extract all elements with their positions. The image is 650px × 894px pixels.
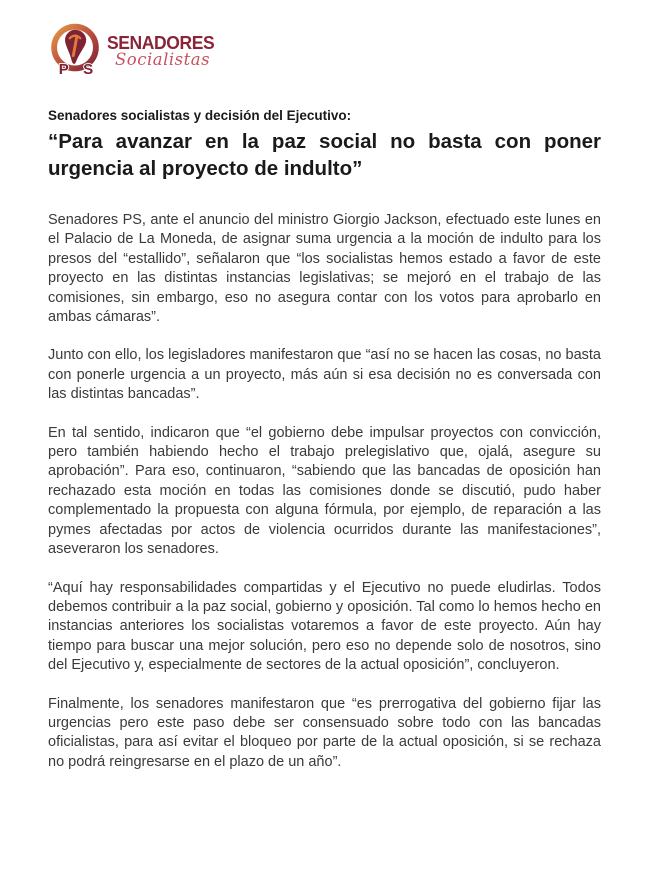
emblem-letter-s: S: [83, 61, 94, 79]
article-title: “Para avanzar en la paz social no basta con poner urgencia al proyecto de indulto”: [48, 130, 601, 180]
article-paragraph: Senadores PS, ante el anuncio del ministro Giorgio Jackson, efectuado este lunes en el Palacio de La Moneda, de asignar suma urgencia a la moción de indulto para los presos del “estallido”, señalaron que “los socialistas hemos estado a favor de este proyecto en las distintas instancias legislativas; se mejoró en el trabajo de las comisiones, sin embargo, eso no asegura contar con los votos para aprobarlo en ambas cámaras”.: [48, 212, 601, 326]
article: [48, 108, 601, 791]
article-body: [48, 211, 601, 772]
brand-wordmark: [107, 31, 215, 69]
article-kicker: Senadores socialistas y decisión del Ejecutivo:: [48, 108, 352, 123]
article-paragraph: En tal sentido, indicaron que “el gobierno debe impulsar proyectos con convicción, pero también habiendo hecho el trabajo prelegislativo que, ojalá, asegure su aprobación”. Para eso, continuaron, “sabiendo que las bancadas de oposición han rechazado esta moción en todas las comisiones donde se discutió, pudo haber complementado la propuesta con alguna fórmula, por ejemplo, de reparación a las pymes afectadas por actos de violencia ocurridos durante las manifestaciones”, aseveraron los senadores.: [48, 424, 601, 558]
brand-name-bottom: Socialistas: [115, 50, 211, 69]
article-paragraph: Finalmente, los senadores manifestaron que “es prerrogativa del gobierno fijar las urgencias pero este paso debe ser consensuado sobre todo con las bancadas oficialistas, para así evitar el bloqueo por parte de la actual oposición, si se rechaza no podrá reingresarse en el plazo de un año”.: [48, 695, 601, 770]
brand-header: [46, 22, 214, 80]
article-paragraph: Junto con ello, los legisladores manifestaron que “así no se hacen las cosas, no basta con ponerle urgencia a un proyecto, más aún si esa decisión no es conversada con las distintas bancadas”.: [48, 347, 601, 403]
article-paragraph: “Aquí hay responsabilidades compartidas y el Ejecutivo no puede eludirlas. Todos debemos contribuir a la paz social, gobierno y oposición. Tal como lo hemos hecho en instancias anteriores los socialistas votaremos a favor de este proyecto. Aún hay tiempo para buscar una mejor solución, pero eso no depende solo de nosotros, sino del Ejecutivo y, especialmente de sectores de la actual oposición”, concluyeron.: [48, 579, 601, 674]
ps-party-logo-icon: [46, 22, 104, 80]
emblem-letter-p: P: [58, 61, 69, 79]
brand-name-top: SENADORES: [107, 31, 215, 53]
